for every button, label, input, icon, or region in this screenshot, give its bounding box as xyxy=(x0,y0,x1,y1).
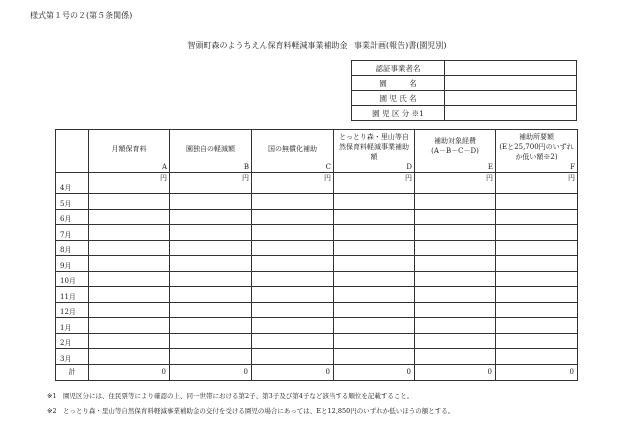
amount-cell-b[interactable] xyxy=(170,333,252,349)
month-label: 7月 xyxy=(56,225,89,241)
amount-cell-c[interactable] xyxy=(252,333,334,349)
amount-cell-f[interactable] xyxy=(496,333,578,349)
form-number: 様式第１号の２(第５条関係) xyxy=(30,11,133,20)
amount-cell-c[interactable] xyxy=(252,194,334,210)
amount-cell-a[interactable] xyxy=(89,287,170,303)
amount-cell-c[interactable] xyxy=(252,225,334,241)
footnote-2 xyxy=(47,406,454,415)
amount-cell-d[interactable] xyxy=(334,349,415,365)
month-row xyxy=(56,173,578,194)
amount-cell-c[interactable] xyxy=(252,271,334,287)
month-label: 1月 xyxy=(56,318,89,334)
amount-cell-d[interactable] xyxy=(334,256,415,272)
amount-cell-f[interactable] xyxy=(496,318,578,334)
month-row xyxy=(56,318,578,334)
column-f-letter: F xyxy=(570,163,575,171)
column-a-letter: A xyxy=(161,163,167,171)
info-label-school: 園 名 xyxy=(352,76,445,91)
column-header-a xyxy=(89,130,170,173)
amount-cell-e[interactable] xyxy=(415,209,496,225)
amount-cell-d[interactable] xyxy=(334,271,415,287)
total-d: 0 xyxy=(334,364,415,380)
total-a: 0 xyxy=(89,364,170,380)
info-label-operator: 認証事業者名 xyxy=(352,61,445,76)
column-header-e xyxy=(415,130,496,173)
amount-cell-a[interactable] xyxy=(89,225,170,241)
amount-cell-b[interactable] xyxy=(170,318,252,334)
amount-cell-c[interactable] xyxy=(252,240,334,256)
amount-cell-f[interactable] xyxy=(496,287,578,303)
amount-cell-c[interactable] xyxy=(252,302,334,318)
amount-cell-f[interactable] xyxy=(496,240,578,256)
amount-cell-c[interactable] xyxy=(252,318,334,334)
amount-cell-d[interactable] xyxy=(334,318,415,334)
header-row xyxy=(56,130,578,173)
amount-cell-d[interactable] xyxy=(334,240,415,256)
month-label: 4月 xyxy=(56,173,89,194)
amount-cell-f[interactable] xyxy=(496,349,578,365)
month-row xyxy=(56,349,578,365)
document-title-sub: 事業計画(報告)書(園児別) xyxy=(354,41,447,50)
amount-cell-e[interactable] xyxy=(415,318,496,334)
info-label-child-category: 園 児 区 分 ※1 xyxy=(352,106,445,121)
amount-cell-b[interactable] xyxy=(170,194,252,210)
amount-cell-f[interactable] xyxy=(496,225,578,241)
total-row xyxy=(56,364,578,380)
yen-unit-label: 円 xyxy=(242,174,249,182)
info-label-child-name: 園 児 氏 名 xyxy=(352,91,445,106)
total-b: 0 xyxy=(170,364,252,380)
amount-cell-e[interactable] xyxy=(415,225,496,241)
amount-cell-a[interactable] xyxy=(89,318,170,334)
month-label: 10月 xyxy=(56,271,89,287)
total-e: 0 xyxy=(415,364,496,380)
amount-cell-a[interactable] xyxy=(89,240,170,256)
month-label: 11月 xyxy=(56,287,89,303)
amount-cell-a[interactable] xyxy=(89,333,170,349)
amount-cell-e[interactable] xyxy=(415,302,496,318)
amount-cell-a[interactable] xyxy=(89,271,170,287)
column-header-d xyxy=(334,130,415,173)
amount-cell-c[interactable] xyxy=(252,256,334,272)
footnote-1 xyxy=(47,391,413,400)
amount-cell-a[interactable] xyxy=(89,349,170,365)
footnote-2-text: とっとり森・里山等自然保育料軽減事業補助金の交付を受ける園児の場合にあっては、Eと12,850円のいずれか低いほうの額とする。 xyxy=(63,407,455,415)
amount-cell-b[interactable] xyxy=(170,240,252,256)
amount-cell-d[interactable] xyxy=(334,287,415,303)
school-name-field[interactable] xyxy=(445,76,577,91)
amount-cell-f[interactable] xyxy=(496,194,578,210)
month-row xyxy=(56,256,578,272)
footnote-1-mark: ※1 xyxy=(47,392,57,400)
yen-unit-label: 円 xyxy=(324,174,331,182)
amount-cell-a[interactable] xyxy=(89,173,170,194)
amount-cell-e[interactable] xyxy=(415,173,496,194)
amount-cell-e[interactable] xyxy=(415,240,496,256)
column-d-label: とっとり森・里山等自然保育料軽減事業補助額 xyxy=(339,133,409,161)
column-c-letter: C xyxy=(325,163,331,171)
amount-cell-f[interactable] xyxy=(496,256,578,272)
amount-cell-e[interactable] xyxy=(415,271,496,287)
amount-cell-e[interactable] xyxy=(415,194,496,210)
yen-unit-label: 円 xyxy=(568,174,575,182)
column-header-b xyxy=(170,130,252,173)
amount-cell-d[interactable] xyxy=(334,194,415,210)
amount-cell-b[interactable] xyxy=(170,209,252,225)
amount-cell-a[interactable] xyxy=(89,256,170,272)
footnote-1-text: 園児区分には、住民票等により確認の上、同一世帯における第2子、第3子及び第4子など該当する順位を記載すること。 xyxy=(63,392,414,400)
column-e-label: 補助対象経費 (A－B－C－D) xyxy=(431,137,479,155)
column-b-letter: B xyxy=(243,163,249,171)
month-row xyxy=(56,333,578,349)
amount-cell-b[interactable] xyxy=(170,173,252,194)
applicant-info-table xyxy=(351,60,577,121)
amount-cell-f[interactable] xyxy=(496,302,578,318)
amount-cell-b[interactable] xyxy=(170,349,252,365)
amount-cell-b[interactable] xyxy=(170,271,252,287)
amount-cell-e[interactable] xyxy=(415,287,496,303)
yen-unit-label: 円 xyxy=(405,174,412,182)
amount-cell-b[interactable] xyxy=(170,256,252,272)
amount-cell-e[interactable] xyxy=(415,349,496,365)
column-c-label: 国の無償化補助 xyxy=(268,145,317,153)
yen-unit-label: 円 xyxy=(486,174,493,182)
amount-cell-e[interactable] xyxy=(415,333,496,349)
amount-cell-d[interactable] xyxy=(334,333,415,349)
child-category-field[interactable] xyxy=(445,106,577,121)
column-b-label: 園独自の軽減額 xyxy=(186,145,235,153)
month-row xyxy=(56,209,578,225)
operator-name-field[interactable] xyxy=(445,61,577,76)
column-header-c xyxy=(252,130,334,173)
amount-cell-f[interactable] xyxy=(496,271,578,287)
amount-cell-f[interactable] xyxy=(496,209,578,225)
month-label: 6月 xyxy=(56,209,89,225)
month-row xyxy=(56,240,578,256)
header-corner xyxy=(56,130,89,173)
column-e-letter: E xyxy=(487,163,493,171)
month-label: 12月 xyxy=(56,302,89,318)
amount-cell-d[interactable] xyxy=(334,173,415,194)
column-d-letter: D xyxy=(406,163,412,171)
month-label: 8月 xyxy=(56,240,89,256)
amount-cell-d[interactable] xyxy=(334,302,415,318)
column-a-label: 月額保育料 xyxy=(111,145,147,153)
total-label: 計 xyxy=(56,364,89,380)
amount-cell-b[interactable] xyxy=(170,287,252,303)
month-label: 9月 xyxy=(56,256,89,272)
amount-cell-e[interactable] xyxy=(415,256,496,272)
amount-cell-b[interactable] xyxy=(170,302,252,318)
month-label: 2月 xyxy=(56,333,89,349)
month-label: 3月 xyxy=(56,349,89,365)
yen-unit-label: 円 xyxy=(160,174,167,182)
month-row xyxy=(56,194,578,210)
document-title-main: 智頭町森のようちえん保育料軽減事業補助金 xyxy=(187,41,348,50)
monthly-plan-table xyxy=(55,129,578,381)
month-label: 5月 xyxy=(56,194,89,210)
amount-cell-c[interactable] xyxy=(252,173,334,194)
month-row xyxy=(56,225,578,241)
document-title xyxy=(0,40,630,51)
month-row xyxy=(56,302,578,318)
total-f: 0 xyxy=(496,364,578,380)
amount-cell-c[interactable] xyxy=(252,349,334,365)
month-row xyxy=(56,271,578,287)
amount-cell-a[interactable] xyxy=(89,194,170,210)
amount-cell-a[interactable] xyxy=(89,209,170,225)
amount-cell-b[interactable] xyxy=(170,225,252,241)
amount-cell-c[interactable] xyxy=(252,209,334,225)
amount-cell-d[interactable] xyxy=(334,225,415,241)
amount-cell-f[interactable] xyxy=(496,173,578,194)
column-header-f xyxy=(496,130,578,173)
month-row xyxy=(56,287,578,303)
total-c: 0 xyxy=(252,364,334,380)
amount-cell-d[interactable] xyxy=(334,209,415,225)
footnote-2-mark: ※2 xyxy=(47,407,57,415)
amount-cell-a[interactable] xyxy=(89,302,170,318)
child-name-field[interactable] xyxy=(445,91,577,106)
amount-cell-c[interactable] xyxy=(252,287,334,303)
column-f-label: 補助所要額 (Eと25,700円のいずれか低い額※2) xyxy=(499,133,574,161)
